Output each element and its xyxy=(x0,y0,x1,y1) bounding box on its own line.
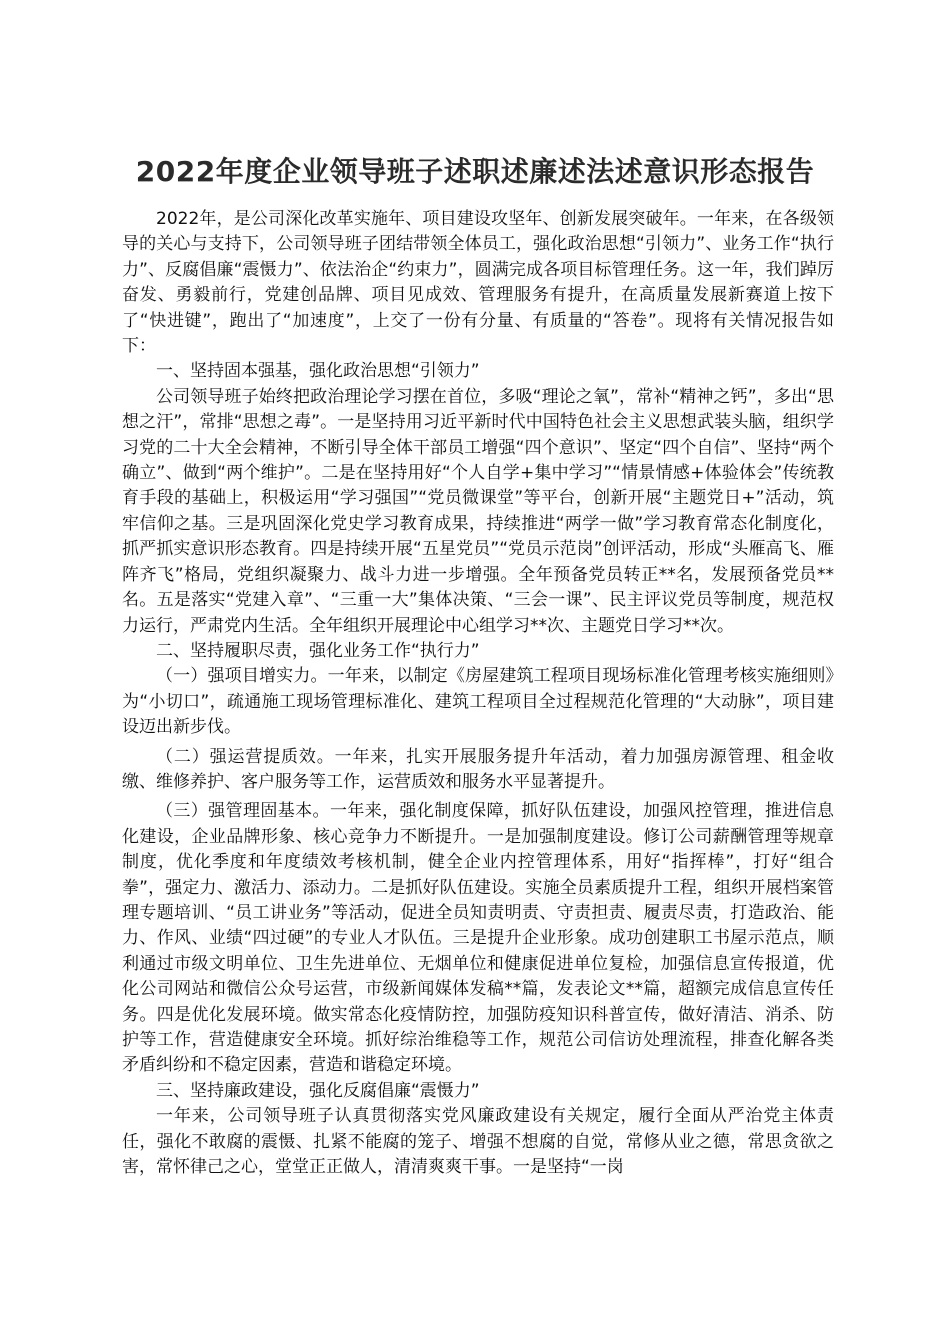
subsection-2: （二）强运营提质效。一年来，扎实开展服务提升年活动，着力加强房源管理、租金收缴、维修养护、客户服务等工作，运营质效和服务水平显著提升。 xyxy=(122,746,834,792)
paragraph-section-1: 公司领导班子始终把政治理论学习摆在首位，多吸“理论之氧”，常补“精神之钙”，多出“思想之汗”，常排“思想之毒”。一是坚持用习近平新时代中国特色社会主义思想武装头脑，组织学习党的二十大全会精神，不断引导全体干部员工增强“四个意识”、坚定“四个自信”、坚持“两个确立”、做到“两个维护”。二是在坚持用好“个人自学+集中学习”“情景情感+体验体会”传统教育手段的基础上，积极运用“学习强国”“党员微课堂”等平台，创新开展“主题党日+”活动，筑牢信仰之基。三是巩固深化党史学习教育成果，持续推进“两学一做”学习教育常态化制度化，抓严抓实意识形态教育。四是持续开展“五星党员”“党员示范岗”创评活动，形成“头雁高飞、雁阵齐飞”格局，党组织凝聚力、战斗力进一步增强。全年预备党员转正**名，发展预备党员**名。五是落实“党建入章”、“三重一大”集体决策、“三会一课”、民主评议党员等制度，规范权力运行，严肃党内生活。全年组织开展理论中心组学习**次、主题党日学习**次。 xyxy=(122,386,834,636)
document-body xyxy=(122,207,834,1180)
document-title: 2022年度企业领导班子述职述廉述法述意识形态报告 xyxy=(135,155,815,188)
paragraph-intro: 2022年，是公司深化改革实施年、项目建设攻坚年、创新发展突破年。一年来，在各级领导的关心与支持下，公司领导班子团结带领全体员工，强化政治思想“引领力”、业务工作“执行力”、反腐倡廉“震慑力”、依法治企“约束力”，圆满完成各项目标管理任务。这一年，我们踔厉奋发、勇毅前行，党建创品牌、项目见成效、管理服务有提升，在高质量发展新赛道上按下了“快进键”，跑出了“加速度”，上交了一份有分量、有质量的“答卷”。现将有关情况报告如下： xyxy=(122,209,834,357)
subsection-1: （一）强项目增实力。一年来，以制定《房屋建筑工程项目现场标准化管理考核实施细则》为“小切口”，疏通施工现场管理标准化、建筑工程项目全过程规范化管理的“大动脉”，项目建设迈出新步伐。 xyxy=(122,666,834,738)
subsection-3: （三）强管理固基本。一年来，强化制度保障，抓好队伍建设，加强风控管理，推进信息化建设，企业品牌形象、核心竞争力不断提升。一是加强制度建设。修订公司薪酬管理等规章制度，优化季度和年度绩效考核机制，健全企业内控管理体系，用好“指挥棒”，打好“组合拳”，强定力、激活力、添动力。二是抓好队伍建设。实施全员素质提升工程，组织开展档案管理专题培训、“员工讲业务”等活动，促进全员知责明责、守责担责、履责尽责，打造政治、能力、作风、业绩“四过硬”的专业人才队伍。三是提升企业形象。成功创建职工书屋示范点，顺利通过市级文明单位、卫生先进单位、无烟单位和健康促进单位复检，加强信息宣传报道，优化公司网站和微信公众号运营，市级新闻媒体发稿**篇，发表论文**篇，超额完成信息宣传任务。四是优化发展环境。做实常态化疫情防控，加强防疫知识科普宣传，做好清洁、消杀、防护等工作，营造健康安全环境。抓好综治维稳等工作，规范公司信访处理流程，排查化解各类矛盾纠纷和不稳定因素，营造和谐稳定环境。 xyxy=(122,801,834,1076)
section-heading-3: 三、坚持廉政建设，强化反腐倡廉“震慑力” xyxy=(156,1080,480,1101)
section-heading-1: 一、坚持固本强基，强化政治思想“引领力” xyxy=(156,361,480,382)
section-heading-2: 二、坚持履职尽责，强化业务工作“执行力” xyxy=(156,640,480,661)
paragraph-section-3: 一年来，公司领导班子认真贯彻落实党风廉政建设有关规定，履行全面从严治党主体责任，强化不敢腐的震慑、扎紧不能腐的笼子、增强不想腐的自觉，常修从业之德，常思贪欲之害，常怀律己之心，堂堂正正做人，清清爽爽干事。一是坚持“一岗 xyxy=(122,1106,834,1178)
